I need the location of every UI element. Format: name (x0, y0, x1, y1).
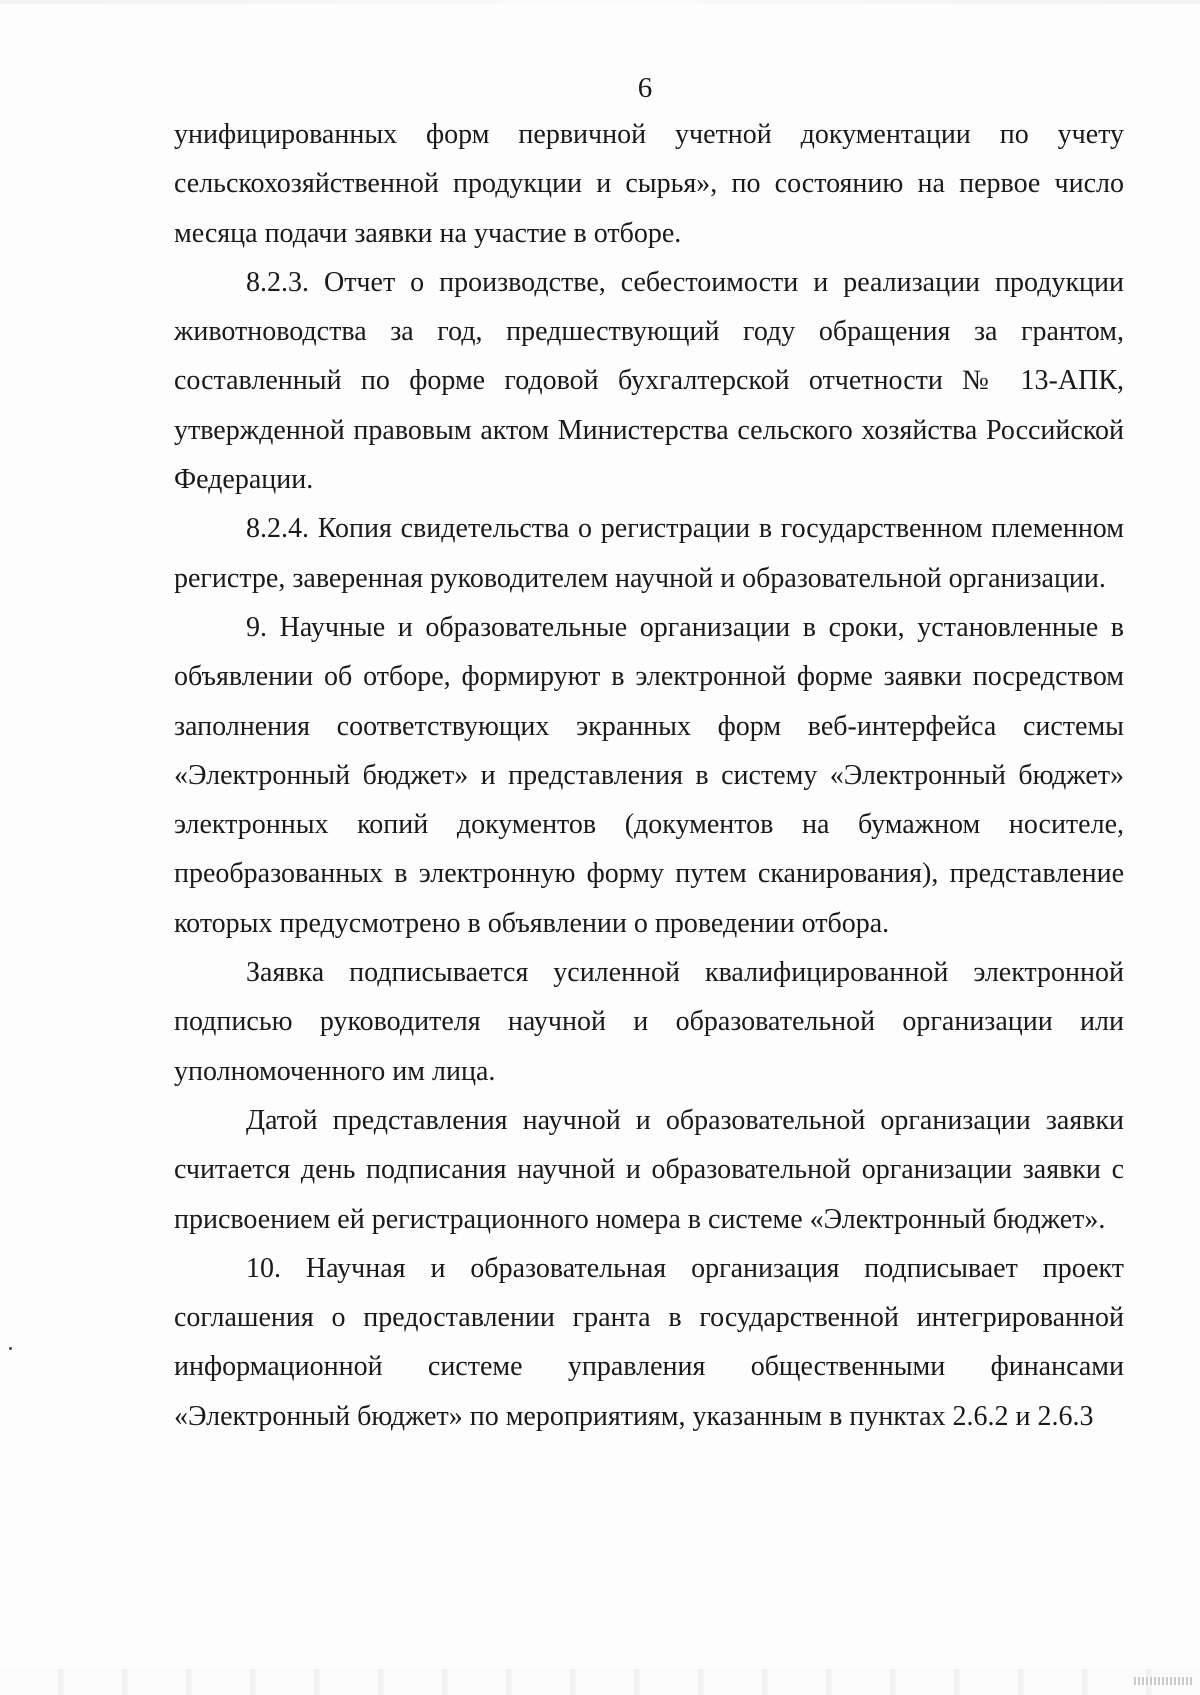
paragraph-10: 10. Научная и образовательная организация подписывает проект соглашения о предоставлении гранта в государственной интегрированной информационной системе управления общественными финансами «Электронный бюджет» по мероприятиям, указанным в пунктах 2.6.2 и 2.6.3 (174, 1252, 1124, 1432)
scan-marks (1134, 1677, 1192, 1685)
scan-edge-top (0, 0, 1200, 4)
scan-speck (9, 1347, 12, 1350)
paragraph-signature: Заявка подписывается усиленной квалифицированной электронной подписью руководителя научной и образовательной организации или уполномоченного им лица. (174, 957, 1124, 1087)
paragraph-8-2-4: 8.2.4. Копия свидетельства о регистрации в государственном племенном регистре, заверенная руководителем научной и образовательной организации. (174, 513, 1124, 594)
document-body (174, 110, 1124, 1441)
scan-edge-bottom (0, 1669, 1200, 1695)
paragraph-continuation: унифицированных форм первичной учетной документации по учету сельскохозяйственной продукции и сырья», по состоянию на первое число месяца подачи заявки на участие в отборе. (174, 119, 1124, 249)
page-number: 6 (637, 72, 653, 104)
paragraph-8-2-3: 8.2.3. Отчет о производстве, себестоимости и реализации продукции животноводства за год, предшествующий году обращения за грантом, составленный по форме годовой бухгалтерской отчетности № 13-АПК, утвержденной правовым актом Министерства сельского хозяйства Российской Федерации. (174, 266, 1124, 496)
paragraph-9: 9. Научные и образовательные организации в сроки, установленные в объявлении об отборе, формируют в электронной форме заявки посредством заполнения соответствующих экранных форм веб-интерфейса системы «Электронный бюджет» и представления в систему «Электронный бюджет» электронных копий документов (документов на бумажном носителе, преобразованных в электронную форму путем сканирования), представление которых предусмотрено в объявлении о проведении отбора. (174, 611, 1124, 939)
paragraph-submission-date: Датой представления научной и образовательной организации заявки считается день подписания научной и образовательной организации заявки с присвоением ей регистрационного номера в системе «Электронный бюджет». (174, 1104, 1124, 1235)
